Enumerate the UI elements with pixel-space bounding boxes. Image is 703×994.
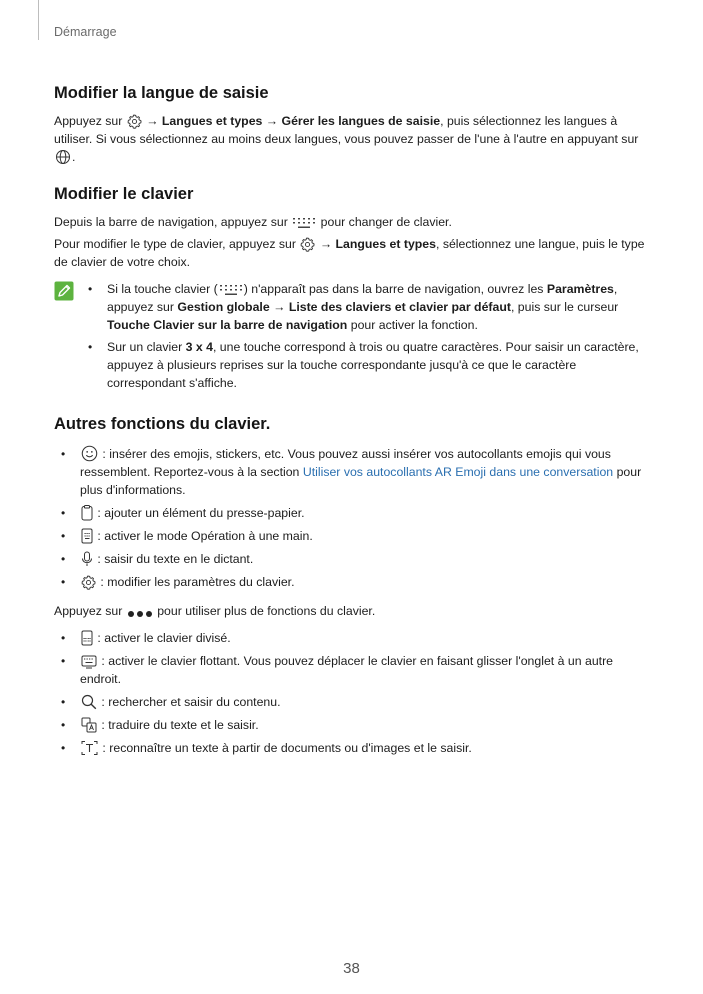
one-hand-icon: [81, 528, 93, 544]
paragraph-nav-keyboard: Depuis la barre de navigation, appuyez sur pour changer de clavier.: [54, 215, 452, 229]
header-rule: [38, 0, 39, 40]
page-content: [54, 82, 654, 757]
microphone-icon: [81, 551, 93, 567]
list-item: • : rechercher et saisir du contenu.: [80, 693, 654, 711]
search-icon: [81, 694, 97, 710]
list-item: • : activer le mode Opération à une main.: [80, 527, 654, 545]
note-box: [54, 280, 654, 392]
list-item: • : modifier les paramètres du clavier.: [80, 573, 654, 591]
keyboard-icon: [219, 283, 243, 297]
translate-icon: [81, 717, 97, 733]
text-extract-icon: [81, 740, 98, 756]
list-item: • : saisir du texte en le dictant.: [80, 550, 654, 568]
list-item: • : reconnaître un texte à partir de documents ou d'images et le saisir.: [80, 739, 654, 757]
section-title-other-functions: Autres fonctions du clavier.: [54, 415, 271, 433]
chapter-title: Démarrage: [54, 25, 117, 39]
more-feature-list: [54, 629, 654, 757]
note-item: • Sur un clavier 3 x 4, une touche correspond à trois ou quatre caractères. Pour saisir un caractère, appuyez à plusieurs reprises sur la touche correspondante jusqu'à ce que le caractère correspondant s'affiche.: [107, 338, 654, 392]
globe-icon: [55, 149, 71, 165]
clipboard-icon: [81, 505, 93, 521]
gear-icon: [81, 575, 96, 590]
split-keyboard-icon: [81, 630, 93, 646]
paragraph-keyboard-type: Pour modifier le type de clavier, appuyez sur → Langues et types, sélectionnez une langue, puis le type de clavier de votre choix.: [54, 237, 645, 269]
keyboard-icon: [292, 216, 316, 230]
list-item: • : insérer des emojis, stickers, etc. Vous pouvez aussi insérer vos autocollants emojis qui vous ressemblent. Reportez-vous à la section Utiliser vos autocollants AR Emoji dans une conversation pour plus d'informations.: [80, 445, 654, 499]
list-item: • : ajouter un élément du presse-papier.: [80, 504, 654, 522]
note-item: • Si la touche clavier ( ) n'apparaît pas dans la barre de navigation, ouvrez les Paramètres, appuyez sur Gestion globale → Liste des claviers et clavier par défaut, puis sur le curseur Touche Clavier sur la barre de navigation pour activer la fonction.: [107, 280, 654, 334]
paragraph-input-language: Appuyez sur → Langues et types → Gérer les langues de saisie, puis sélectionnez les langues à utiliser. Si vous sélectionnez au moins deux langues, vous pouvez passer de l'une à l'autre en appuyant sur .: [54, 114, 639, 164]
section-title-input-language: Modifier la langue de saisie: [54, 84, 269, 102]
list-item: • : traduire du texte et le saisir.: [80, 716, 654, 734]
feature-list: [54, 445, 654, 591]
list-item: • : activer le clavier divisé.: [80, 629, 654, 647]
note-pencil-icon: [54, 281, 74, 306]
gear-icon: [127, 114, 142, 129]
paragraph-more-functions: Appuyez sur pour utiliser plus de fonctions du clavier.: [54, 604, 376, 618]
list-item: • : activer le clavier flottant. Vous pouvez déplacer le clavier en faisant glisser l'onglet à un autre endroit.: [80, 652, 654, 688]
section-title-change-keyboard: Modifier le clavier: [54, 185, 194, 203]
more-options-icon: [127, 609, 153, 619]
emoji-icon: [81, 445, 98, 462]
ar-emoji-link[interactable]: Utiliser vos autocollants AR Emoji dans une conversation: [302, 465, 614, 479]
floating-keyboard-icon: [81, 655, 97, 669]
gear-icon: [300, 237, 315, 252]
page-number: 38: [343, 960, 360, 977]
